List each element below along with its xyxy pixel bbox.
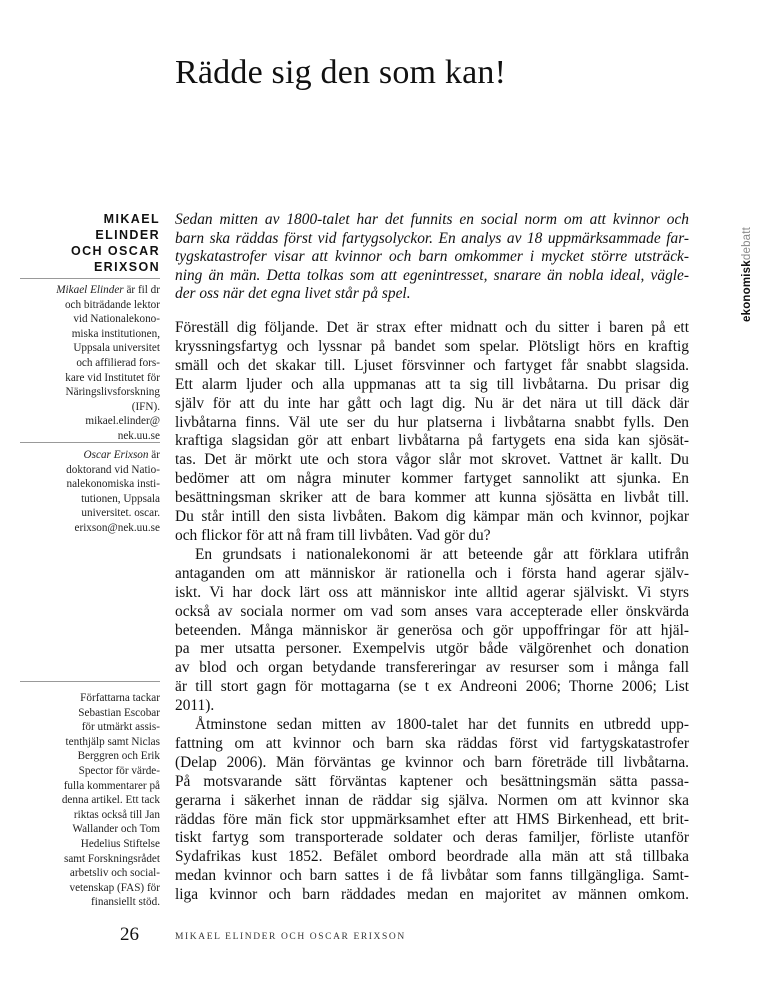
bio-email: mikael.elinder@ xyxy=(85,415,160,428)
article-abstract xyxy=(175,211,689,304)
bio-email: universitet. oscar. xyxy=(81,507,160,520)
bio-line: och biträdande lektor xyxy=(64,298,160,311)
authors-heading-line: ERIXSON xyxy=(93,260,160,274)
abstract-line: Sedan mitten av 1800-talet har det funnits en social norm om att kvinnor och xyxy=(175,211,689,228)
body-line: fattning om att kvinnor och barn ska räddas först vid fartygskatastrofer xyxy=(175,734,689,752)
body-line: En grundsats i nationalekonomi är att beteende går att förklara utifrån xyxy=(195,545,689,563)
thanks-line: denna artikel. Ett tack xyxy=(61,794,160,807)
body-line: av blod och organ betydande transfereringar av resurser som i många fall xyxy=(175,659,689,677)
body-line: livbåtarna finns. Väl ute ser du hur platserna i livbåtarna snabbt fylls. Den xyxy=(175,413,689,431)
thanks-line: arbetsliv och social- xyxy=(69,867,160,880)
authors-heading-line: ELINDER xyxy=(95,228,160,242)
bio-email: erixson@nek.uu.se xyxy=(74,521,160,534)
abstract-line: tygskatastrofer visar att kvinnor och barn omkommer i mycket större utsträck- xyxy=(175,248,689,266)
body-line: (Delap 2006). Män förväntas ge kvinnor och barn företräde till livbåtarna. xyxy=(175,753,689,771)
body-line: Åtminstone sedan mitten av 1800-talet har det funnits en utbredd upp- xyxy=(195,716,689,734)
thanks-line: Författarna tackar xyxy=(80,692,160,704)
sidebar-divider xyxy=(20,681,160,682)
journal-tag-part1: ekonomisk xyxy=(741,260,753,322)
body-line: smäll och det skakar till. Ljuset försvinner och fartyget får snabbt slagsida. xyxy=(175,356,689,374)
sidebar-divider xyxy=(20,442,160,443)
acknowledgements xyxy=(20,691,160,910)
body-line: antaganden om att människor är rationella och i första hand agerar själv- xyxy=(175,564,689,582)
thanks-line: Sebastian Escobar xyxy=(78,706,160,719)
bio-line: kare vid Institutet för xyxy=(65,371,160,384)
bio-email: nek.uu.se xyxy=(117,429,160,442)
bio-text: är xyxy=(148,449,160,461)
bio-line: doktorand vid Natio- xyxy=(66,463,160,476)
body-line: tas. Det är mörkt ute och stora vågor slår mot skrovet. Vattnet är kallt. Du xyxy=(175,451,689,469)
page-number: 26 xyxy=(120,924,139,945)
bio-line: och affilierad fors- xyxy=(76,356,160,369)
body-line: 2011). xyxy=(175,697,215,715)
body-line: kraftiga slagsidan gör att enbart livbåtarna på fartygets ena sida kan sjösät- xyxy=(175,432,689,450)
body-line: är till stort gagn för mottagarna (se t ex Andreoni 2006; Thorne 2006; List xyxy=(175,678,689,696)
sidebar-divider xyxy=(20,278,160,279)
abstract-line: barn ska räddas först vid fartygsolyckor. En analys av 18 uppmärksammade far- xyxy=(175,229,689,247)
running-footer: MIKAEL ELINDER OCH OSCAR ERIXSON xyxy=(175,932,406,942)
bio-line: nalekonomiska insti- xyxy=(66,478,160,491)
thanks-line: för utmärkt assis- xyxy=(81,721,160,734)
article-title: Rädde sig den som kan! xyxy=(175,54,507,91)
body-line: Du står intill den sista livbåten. Bakom dig kämpar män och kvinnor, pojkar xyxy=(175,508,689,526)
body-line: besättningsman skriker att de bara kommer att kunna sjösätta en livbåt till. xyxy=(175,489,689,507)
journal-tag-part2: debatt xyxy=(741,226,753,261)
bio-text: är fil dr xyxy=(123,284,160,296)
bio-line: (IFN). xyxy=(131,400,160,413)
abstract-line: der oss när det egna livet står på spel. xyxy=(175,285,411,303)
body-line: räddas före män fick stor uppmärksamhet efter att HMS Birkenhead, ett brit- xyxy=(175,810,689,828)
body-line: beteenden. Många människor är generösa och gör uppoffringar för att hjäl- xyxy=(175,621,689,639)
thanks-line: finansiellt stöd. xyxy=(91,896,160,909)
body-line: Ett alarm ljuder och alla uppmanas att ta sig till livbåtarna. Du prisar dig xyxy=(175,375,689,393)
article-body xyxy=(175,319,689,905)
body-line: kryssningsfartyg och lyssnar på bandet som spelar. Plötsligt hörs en kraftig xyxy=(175,337,689,355)
body-line: bedömer att om några minuter kommer fartyget sannolikt att sjunka. En xyxy=(175,470,689,488)
body-line: och flickor för att nå fram till livbåten. Vad gör du? xyxy=(175,526,491,544)
thanks-line: Hedelius Stiftelse xyxy=(80,837,160,850)
thanks-line: samt Forskningsrådet xyxy=(63,852,160,865)
body-line: också av sociala normer om vad som anses vara accepterade eller önskvärda xyxy=(175,602,689,620)
thanks-line: Spector för värde- xyxy=(78,764,160,777)
bio-line: miska institutionen, xyxy=(71,327,160,340)
author-bio-elinder xyxy=(20,283,160,444)
authors-heading-line: MIKAEL xyxy=(103,212,160,226)
body-line: Föreställ dig följande. Det är strax efter midnatt och du sitter i baren på ett xyxy=(175,319,689,336)
body-line: gerarna i säkerhet innan de räddar sig själva. Normen om att kvinnor ska xyxy=(175,791,689,809)
bio-author-name: Oscar Erixson xyxy=(83,449,149,461)
journal-tag xyxy=(741,227,753,322)
thanks-line: Wallander och Tom xyxy=(72,823,160,836)
authors-heading-line: OCH OSCAR xyxy=(71,244,160,258)
body-line: själv för att du inte har gått och lagt dig. Nu är det nära ut till däck där xyxy=(175,394,689,412)
bio-line: vid Nationalekono- xyxy=(73,313,160,326)
bio-line: tutionen, Uppsala xyxy=(81,492,160,505)
body-line: medan kvinnor och barn sattes i de få livbåtar som fanns tillgängliga. Samt- xyxy=(175,867,689,885)
body-line: liga kvinnor och barn räddades medan en majoritet av männen omkom. xyxy=(175,886,689,904)
bio-author-name: Mikael Elinder xyxy=(56,284,124,296)
body-line: På motsvarande sätt förväntas kaptener och besättningsmän sätta passa- xyxy=(175,772,689,790)
author-bio-erixson xyxy=(20,448,160,536)
body-line: iskt. Vi har dock lärt oss att människor inte alltid agerar själviskt. Vi styrs xyxy=(175,583,689,601)
abstract-line: ning än män. Detta tolkas som att egenintresset, snarare än nobla ideal, vägle- xyxy=(175,266,689,284)
body-line: pa mer utsatta personer. Exempelvis utgör både välgörenhet och donation xyxy=(175,640,689,658)
authors-heading xyxy=(20,211,160,275)
body-line: tiskt fartyg som transporterade soldater och deras familjer, förliste utanför xyxy=(175,829,689,847)
body-line: Sydafrikas kust 1852. Befälet ombord beordrade alla män att stå tillbaka xyxy=(175,848,689,866)
bio-line: Näringslivsforskning xyxy=(65,386,160,399)
thanks-line: riktas också till Jan xyxy=(73,808,160,821)
thanks-line: fulla kommentarer på xyxy=(63,779,160,792)
bio-line: Uppsala universitet xyxy=(73,342,160,355)
thanks-line: vetenskap (FAS) för xyxy=(69,881,160,894)
thanks-line: Berggren och Erik xyxy=(77,750,160,763)
thanks-line: tenthjälp samt Niclas xyxy=(65,735,160,748)
